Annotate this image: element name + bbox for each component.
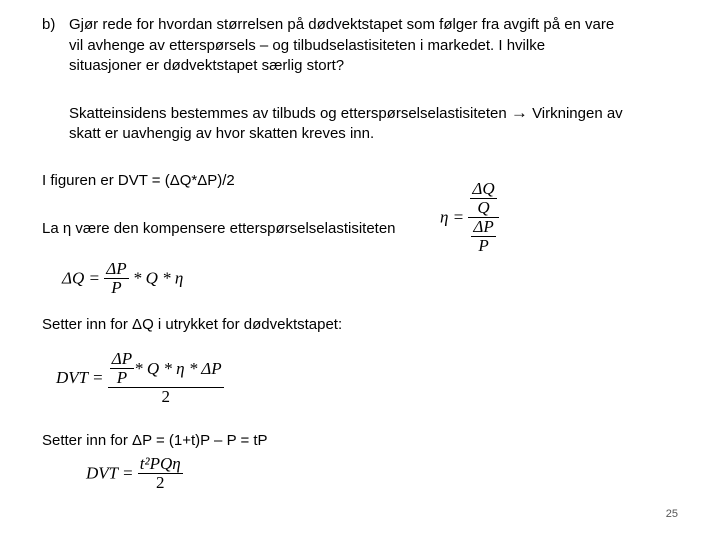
- delta-q-formula: [62, 260, 183, 297]
- dvt1-numerator: [108, 350, 224, 387]
- dvt1-lhs: DVT =: [56, 368, 104, 387]
- answer-line-2: skatt er uavhengig av hvor skatten kreves inn.: [69, 125, 375, 142]
- dq-frac-top: ΔP: [106, 259, 127, 278]
- dvt2-lhs: DVT =: [86, 463, 134, 483]
- question-line-1: Gjør rede for hvordan størrelsen på dødvektstapet som følger fra avgift på en vare: [69, 16, 615, 33]
- dq-lhs: ΔQ =: [62, 268, 100, 288]
- question-marker: b): [42, 16, 56, 33]
- answer-line-1: [69, 103, 623, 123]
- answer-line-1-b: Virkningen av: [532, 105, 623, 122]
- eta-den-top: ΔP: [473, 217, 494, 236]
- substitute-dp-text: Setter inn for ΔP = (1+t)P – P = tP: [42, 432, 268, 449]
- substitute-dq-text: Setter inn for ΔQ i utrykket for dødvektstapet:: [42, 316, 343, 333]
- dvt1-inner-fraction: [110, 350, 134, 387]
- question-line-2: vil avhenge av etterspørsels – og tilbudselastisiteten i markedet. I hvilke: [69, 37, 546, 54]
- dvt1-den: 2: [161, 387, 170, 406]
- dvt2-fraction: [138, 455, 183, 492]
- dvt1-fraction: [108, 350, 224, 406]
- eta-num-bot: Q: [477, 198, 490, 217]
- eta-num-top: ΔQ: [472, 179, 495, 198]
- dvt1-inner-bot: P: [116, 368, 128, 387]
- dvt2-num: t²PQη: [139, 454, 181, 473]
- dvt-formula-2: [86, 455, 183, 492]
- eta-denominator: [469, 218, 497, 255]
- eta-den-bot: P: [478, 236, 489, 255]
- dvt1-inner-rest: * Q * η * ΔP: [134, 358, 222, 378]
- dvt1-inner-top: ΔP: [111, 349, 133, 368]
- answer-line-1-a: Skatteinsidens bestemmes av tilbuds og etterspørselselastisiteten: [69, 105, 507, 122]
- dvt-definition: I figuren er DVT = (ΔQ*ΔP)/2: [42, 172, 235, 189]
- dq-fraction: [104, 260, 128, 297]
- eta-numerator: [468, 180, 498, 217]
- eta-formula: [440, 180, 499, 255]
- eta-fraction: [468, 180, 498, 255]
- dvt-formula-1: [56, 350, 224, 406]
- arrow-right-icon: →: [510, 103, 528, 122]
- eta-lhs: η =: [440, 207, 465, 227]
- dq-rest: * Q * η: [132, 268, 184, 288]
- dq-frac-bot: P: [111, 278, 122, 297]
- page-number: 25: [665, 508, 678, 520]
- eta-definition: La η være den kompensere etterspørselselastisiteten: [42, 220, 396, 237]
- dvt2-den: 2: [155, 473, 165, 492]
- question-line-3: situasjoner er dødvektstapet særlig stort?: [69, 57, 345, 74]
